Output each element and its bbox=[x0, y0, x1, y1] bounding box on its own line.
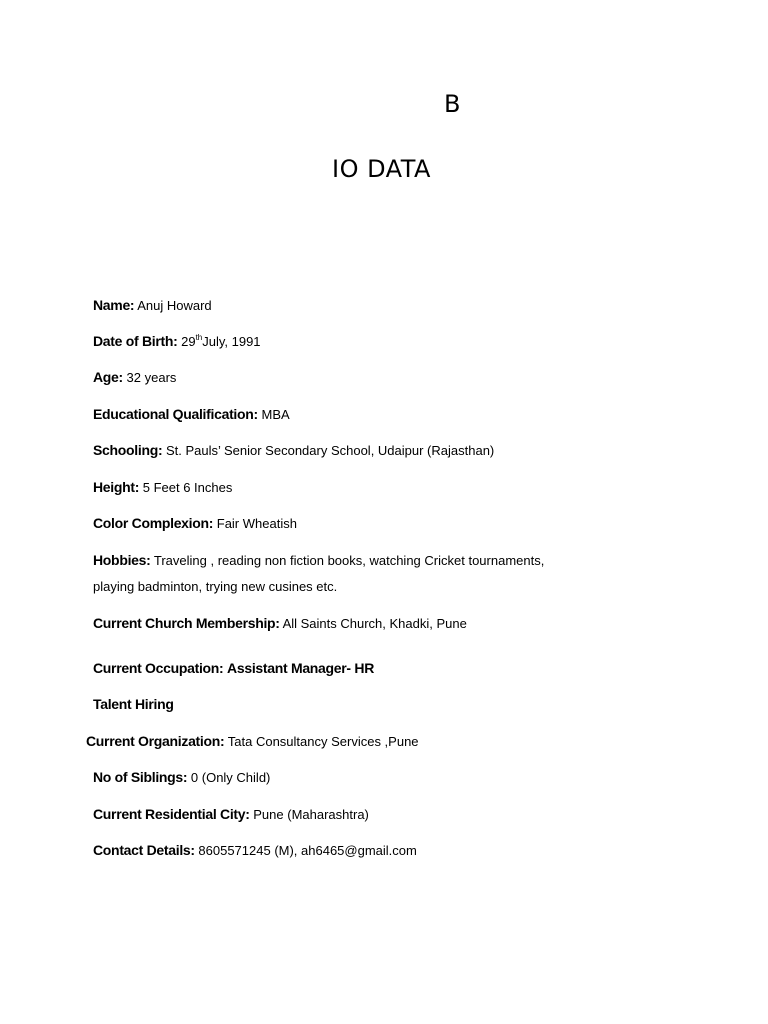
field-city-value: Pune (Maharashtra) bbox=[253, 807, 369, 822]
title-first-letter: B bbox=[444, 90, 461, 118]
field-siblings-label: No of Siblings: bbox=[93, 769, 188, 785]
field-complexion bbox=[93, 513, 297, 533]
field-contact-label: Contact Details: bbox=[93, 842, 195, 858]
field-schooling-value: St. Pauls’ Senior Secondary School, Udaipur (Rajasthan) bbox=[165, 443, 495, 458]
field-hobbies-value-line1: Traveling , reading non fiction books, watching Cricket tournaments, bbox=[153, 553, 545, 568]
field-siblings-value: 0 (Only Child) bbox=[190, 770, 271, 785]
field-schooling bbox=[93, 440, 494, 460]
field-age-label: Age: bbox=[93, 369, 123, 385]
field-name-value: Anuj Howard bbox=[137, 298, 212, 313]
field-occupation-value: Assistant Manager- HR bbox=[227, 660, 375, 676]
field-contact-value: 8605571245 (M), ah6465@gmail.com bbox=[198, 843, 417, 858]
field-dob bbox=[93, 331, 261, 351]
field-dob-suffix: th bbox=[195, 333, 203, 342]
field-contact bbox=[93, 840, 417, 860]
field-education bbox=[93, 404, 290, 424]
field-height bbox=[93, 477, 232, 497]
field-dob-day: 29 bbox=[181, 334, 196, 349]
field-height-value: 5 Feet 6 Inches bbox=[142, 480, 233, 495]
field-church bbox=[93, 613, 467, 633]
field-organization bbox=[86, 731, 419, 751]
field-age-value: 32 years bbox=[126, 370, 177, 385]
field-church-value: All Saints Church, Khadki, Pune bbox=[282, 616, 467, 631]
field-hobbies-continued bbox=[93, 577, 337, 597]
field-organization-value: Tata Consultancy Services ,Pune bbox=[227, 734, 419, 749]
field-organization-label: Current Organization: bbox=[86, 733, 225, 749]
field-hobbies bbox=[93, 550, 544, 570]
field-education-value: MBA bbox=[261, 407, 290, 422]
field-church-label: Current Church Membership: bbox=[93, 615, 280, 631]
field-complexion-value: Fair Wheatish bbox=[216, 516, 297, 531]
field-city-label: Current Residential City: bbox=[93, 806, 250, 822]
field-height-label: Height: bbox=[93, 479, 140, 495]
field-occupation-label: Current Occupation: bbox=[93, 660, 224, 676]
field-dob-rest: July, 1991 bbox=[202, 334, 261, 349]
field-schooling-label: Schooling: bbox=[93, 442, 163, 458]
field-hobbies-label: Hobbies: bbox=[93, 552, 151, 568]
field-age bbox=[93, 367, 176, 387]
field-complexion-label: Color Complexion: bbox=[93, 515, 214, 531]
field-city bbox=[93, 804, 369, 824]
field-name bbox=[93, 295, 212, 315]
title-rest: IO DATA bbox=[332, 155, 431, 183]
field-name-label: Name: bbox=[93, 297, 135, 313]
field-dob-value bbox=[181, 334, 260, 349]
field-education-label: Educational Qualification: bbox=[93, 406, 258, 422]
field-occupation bbox=[93, 658, 374, 678]
field-dob-label: Date of Birth: bbox=[93, 333, 178, 349]
field-occupation-continued bbox=[93, 694, 174, 714]
field-siblings bbox=[93, 767, 270, 787]
field-hobbies-value-line2: playing badminton, trying new cusines etc. bbox=[93, 579, 338, 594]
field-occupation-cont-value: Talent Hiring bbox=[93, 696, 174, 712]
